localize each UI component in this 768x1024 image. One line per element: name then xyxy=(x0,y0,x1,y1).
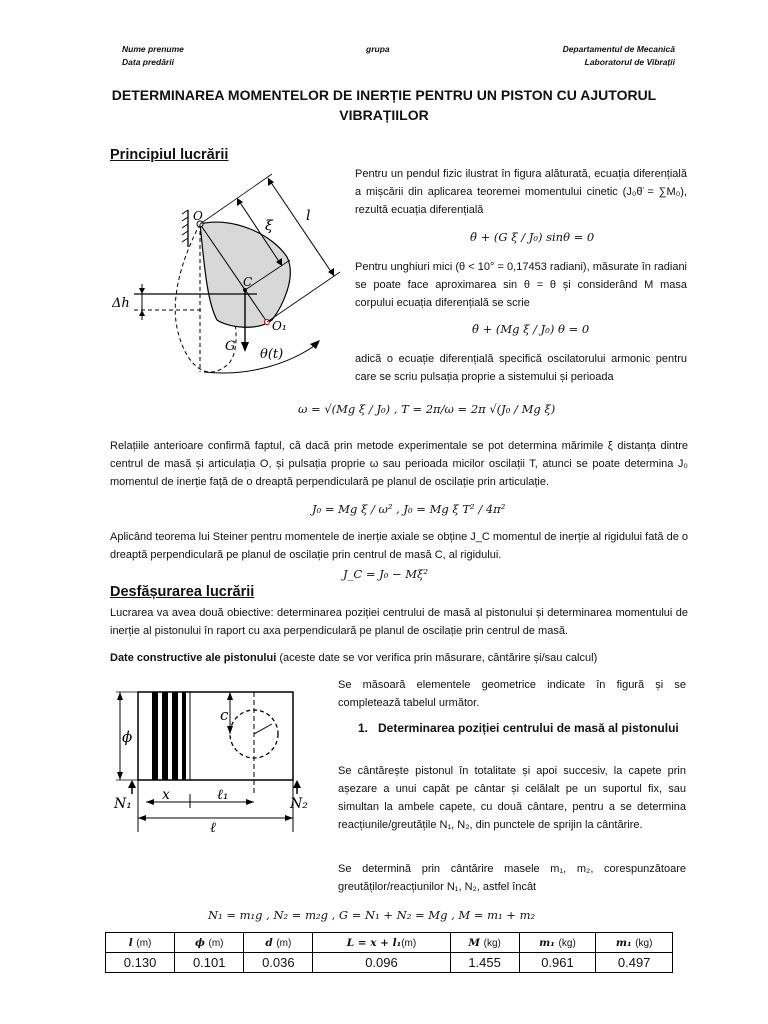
table-cell[interactable]: 1.455 xyxy=(450,953,519,973)
equation-steiner: J_C = J₀ − Mξ² xyxy=(343,567,428,581)
pendulum-figure xyxy=(112,172,344,394)
paragraph-steiner: Aplicând teorema lui Steiner pentru momentele de inerție axiale se obține J_C momentul de inerție al rigidului fată de o dreaptă perpendiculară pe planul de oscilație prin centrul de masă C, al rigidului. xyxy=(110,531,688,561)
paragraph-weighing: Se cântărește pistonul în totalitate și apoi succesiv, la capete prin așezare a unui capăt pe cântar și celălalt pe un suportul fix, sau simultan la ambele capete, cu două cântare, pentru a se determina reacțiunile/greutățile N₁, N₂, din punctele de sprijin la cântărire. xyxy=(338,765,686,831)
laboratory-label: Laboratorul de Vibrații xyxy=(584,57,675,67)
column-header: M (kg) xyxy=(450,933,519,953)
label-l1: ℓ₁ xyxy=(217,787,229,803)
paragraph-objectives: Lucrarea va avea două obiective: determinarea poziției centrului de masă al pistonului și determinarea momentului de inerție al pistonului în raport cu axa perpendiculară pe planul de oscilație prin centrul de masă. xyxy=(110,607,688,637)
department-label: Departamentul de Mecanică xyxy=(562,44,675,54)
column-header: l (m) xyxy=(106,933,175,953)
equation-weights: N₁ = m₁g , N₂ = m₂g , G = N₁ + N₂ = Mg , M = m₁ + m₂ xyxy=(208,908,536,922)
subsection-heading-mass-center: Determinarea poziției centrului de masă al pistonului xyxy=(378,721,679,735)
label-O: O xyxy=(193,209,203,223)
label-xi: ξ xyxy=(265,218,273,234)
group-label: grupa xyxy=(366,44,390,54)
section-heading-principle: Principiul lucrării xyxy=(110,147,229,163)
paragraph-constructive-data xyxy=(110,649,688,667)
constructive-data-label: Date constructive ale pistonului xyxy=(110,652,277,664)
paragraph-masses: Se determină prin cântărire masele m₁, m₂, corespunzătoare greutăților/reacțiunilor N₁, N₂, astfel încât xyxy=(338,863,686,893)
document-title: DETERMINAREA MOMENTELOR DE INERȚIE PENTRU UN PISTON CU AJUTORUL VIBRAȚIILOR xyxy=(111,87,657,123)
label-O1: O₁ xyxy=(272,319,287,333)
table-row xyxy=(106,953,673,973)
label-phi: ϕ xyxy=(122,728,133,746)
table-cell[interactable]: 0.130 xyxy=(106,953,175,973)
label-x: x xyxy=(162,787,170,803)
column-header: d (m) xyxy=(244,933,313,953)
label-G: G xyxy=(225,339,236,354)
equation-differential: θ̈ + (G ξ / J₀) sinθ = 0 xyxy=(470,230,595,244)
paragraph-harmonic: adică o ecuație diferențială specifică oscilatorului armonic pentru care se scriu pulsația proprie a sistemului și perioada xyxy=(355,353,687,383)
table-cell[interactable]: 0.036 xyxy=(244,953,313,973)
piston-data-table xyxy=(105,932,673,973)
label-l-total: ℓ xyxy=(210,820,216,834)
submission-date-label: Data predării xyxy=(122,57,174,67)
table-cell[interactable]: 0.101 xyxy=(175,953,244,973)
column-header: m₁ (kg) xyxy=(596,933,673,953)
label-C: C xyxy=(243,275,253,289)
section-heading-procedure: Desfășurarea lucrării xyxy=(110,584,255,600)
label-N1: N₁ xyxy=(114,796,132,812)
label-l: l xyxy=(306,208,311,224)
paragraph-measure-elements: Se măsoară elementele geometrice indicate în figură și se completează tabelul următor. xyxy=(338,679,686,709)
piston-figure xyxy=(112,684,312,834)
subsection-number: 1. xyxy=(358,721,369,735)
column-header: ϕ (m) xyxy=(175,933,244,953)
label-delta-h: Δh xyxy=(112,296,130,311)
equation-inertia: J₀ = Mg ξ / ω² , J₀ = Mg ξ T² / 4π² xyxy=(312,502,506,516)
table-header-row xyxy=(106,933,673,953)
column-header: L = x + l₁(m) xyxy=(313,933,450,953)
column-header: m₁ (kg) xyxy=(519,933,596,953)
equation-pulsation-period: ω = √(Mg ξ / J₀) , T = 2π/ω = 2π √(J₀ / Mg ξ) xyxy=(298,402,556,416)
paragraph-pendulum-intro: Pentru un pendul fizic ilustrat în figura alăturată, ecuația diferențială a mișcării din aplicarea teoremei momentului cinetic (J₀θ̈ = ∑M₀), rezultă ecuația diferențială xyxy=(355,168,687,216)
label-c: c xyxy=(220,706,229,724)
table-cell[interactable]: 0.096 xyxy=(313,953,450,973)
paragraph-experimental: Relațiile anterioare confirmă faptul, că dacă prin metode experimentale se pot determina mărimile ξ distanța dintre centrul de masă și articulația O, și pulsația proprie ω sau perioada micilor oscilații T, atunci se poate determina J₀ momentul de inerție față de o dreaptă perpendiculară pe planul de oscilație prin articulație. xyxy=(110,440,688,488)
table-cell[interactable]: 0.961 xyxy=(519,953,596,973)
label-theta: θ(t) xyxy=(260,347,284,362)
paragraph-small-angles: Pentru unghiuri mici (θ < 10° = 0,17453 radiani), măsurate în radiani se poate face aproximarea sin θ = θ și considerând M masa corpului ecuația diferențială se scrie xyxy=(355,261,687,309)
table-cell[interactable]: 0.497 xyxy=(596,953,673,973)
equation-linearized: θ̈ + (Mg ξ / J₀) θ = 0 xyxy=(472,322,590,336)
student-name-label: Nume prenume xyxy=(122,44,184,54)
constructive-data-note: (aceste date se vor verifica prin măsurare, cântărire și/sau calcul) xyxy=(276,652,598,664)
label-N2: N₂ xyxy=(290,796,308,812)
